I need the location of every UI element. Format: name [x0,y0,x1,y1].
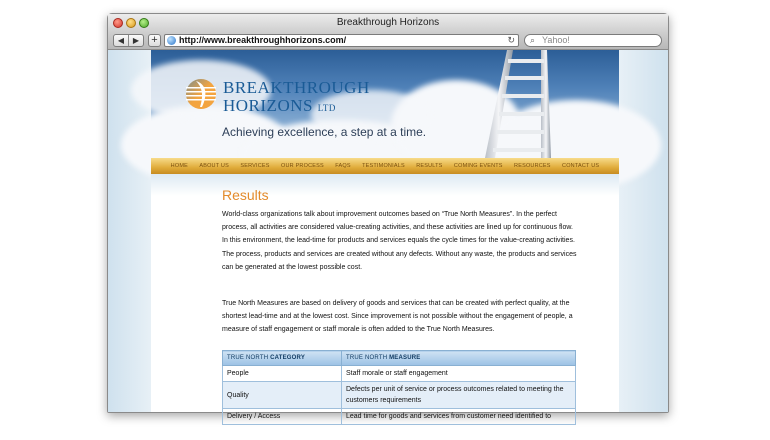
url-text[interactable]: http://www.breakthroughhorizons.com/ [179,35,347,45]
back-button[interactable]: ◀ [117,36,125,45]
window-title: Breakthrough Horizons [336,17,440,28]
header-category [223,351,342,366]
row-measure: Lead time for goods and services from customer need identified to [342,409,576,425]
address-bar[interactable] [164,34,519,47]
logo-line-2 [223,96,336,116]
row-category: People [223,366,342,382]
table-row [223,409,576,425]
header-measure-bold: MEASURE [389,355,421,361]
logo-icon [184,78,218,110]
nav-contact-us[interactable]: CONTACT US [562,163,600,169]
row-category: Delivery / Access [223,409,342,425]
hero-banner [151,50,619,158]
page-heading: Results [222,187,269,203]
header-measure [342,351,576,366]
nav-faqs[interactable]: FAQS [335,163,351,169]
logo-ltd: LTD [317,103,336,113]
table-row [223,382,576,409]
search-field[interactable] [524,34,662,47]
nav-services[interactable]: SERVICES [240,163,270,169]
reload-icon[interactable]: ↻ [507,35,515,45]
search-placeholder[interactable]: Yahoo! [542,35,570,45]
ladder-image [451,50,581,158]
row-measure: Staff morale or staff engagement [342,366,576,382]
site-page [151,50,619,420]
nav-our-process[interactable]: OUR PROCESS [281,163,324,169]
header-category-bold: CATEGORY [270,355,306,361]
intro-paragraph: World-class organizations talk about improvement outcomes based on “True North Measures”. In the perfect process, all activities are considered value-creating activities, and these activities are lined up for continuous flow. In this environment, the lead-time for products and services equals the cycle times for the value-creating activities. The process, products and services are created without any defects. Without any waste, the products and services can be generated at the lowest possible cost. [222,211,577,271]
nav-results[interactable]: RESULTS [416,163,443,169]
nav-testimonials[interactable]: TESTIMONIALS [362,163,405,169]
forward-button[interactable]: ▶ [128,35,143,46]
table-header-row [223,351,576,366]
tagline: Achieving excellence, a step at a time. [222,125,427,139]
header-measure-light: TRUE NORTH [346,355,388,361]
nav-home[interactable]: HOME [170,163,188,169]
site-nav [151,158,619,174]
logo-line-1: BREAKTHROUGH [223,78,370,97]
browser-window [107,13,669,420]
title-bar [108,14,668,32]
row-measure: Defects per unit of service or process outcomes related to meeting the customers requirements [342,382,576,409]
header-category-light: TRUE NORTH [227,355,269,361]
nav-about-us[interactable]: ABOUT US [199,163,229,169]
nav-resources[interactable]: RESOURCES [514,163,551,169]
table-row [223,366,576,382]
search-icon: ⌕ [530,35,536,45]
browser-toolbar [108,32,668,50]
page-viewport[interactable] [108,50,668,420]
measures-paragraph: True North Measures are based on delivery of goods and services that can be created with perfect quality, at the shortest lead-time and at the lowest cost. Since improvement is not possible without the engagement of people, a measure of staff engagement or staff morale is often added to the True North Measures. [222,300,573,334]
history-buttons [113,34,144,47]
nav-coming-events[interactable]: COMING EVENTS [453,163,503,169]
row-category: Quality [223,382,342,409]
logo-horizons: HORIZONS [223,96,313,115]
globe-icon [167,36,176,45]
add-bookmark-button[interactable]: + [148,34,161,47]
true-north-table [222,350,576,425]
